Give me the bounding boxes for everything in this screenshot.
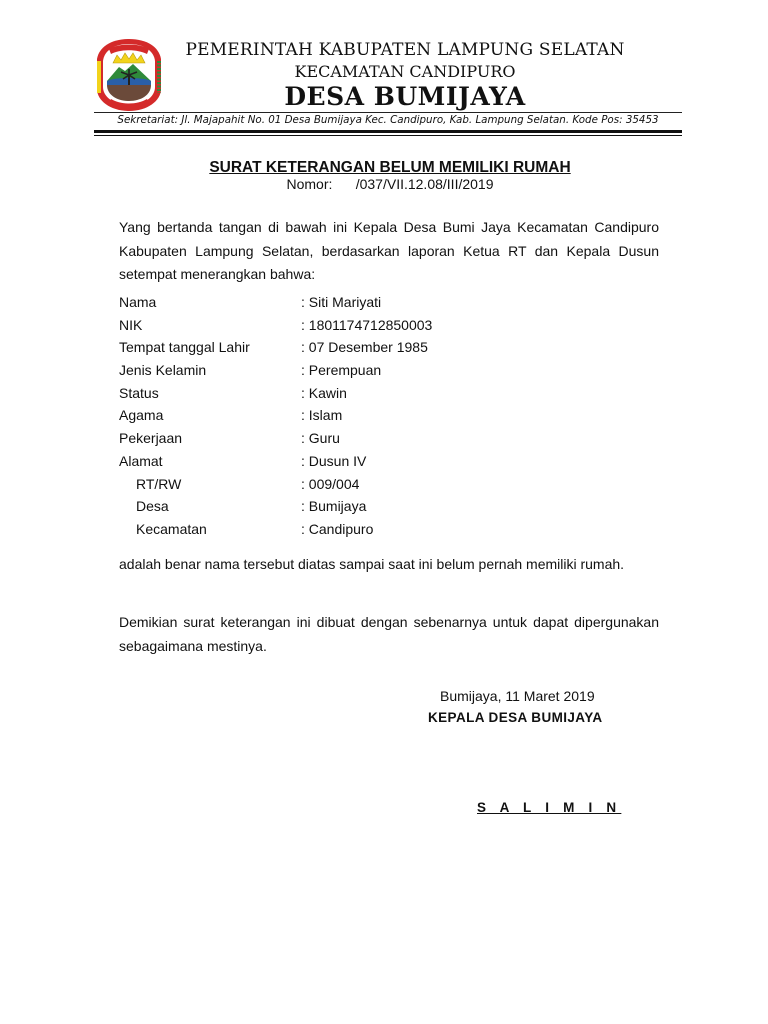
field-value: : Candipuro bbox=[301, 520, 374, 537]
statement-paragraph: adalah benar nama tersebut diatas sampai saat ini belum pernah memiliki rumah. bbox=[119, 556, 625, 572]
field-value: : Dusun IV bbox=[301, 452, 367, 469]
field-label: Alamat bbox=[119, 452, 163, 469]
closing-paragraph: Demikian surat keterangan ini dibuat dengan sebenarnya untuk dapat dipergunakan sebagaimana mestinya. bbox=[119, 614, 659, 654]
field-row-occupation bbox=[119, 427, 519, 450]
signature-place-date: Bumijaya, 11 Maret 2019 bbox=[440, 688, 595, 704]
document-number: Nomor: /037/VII.12.08/III/2019 bbox=[286, 176, 494, 192]
field-label: RT/RW bbox=[136, 475, 182, 492]
field-row-nik bbox=[119, 314, 519, 337]
field-label: Tempat tanggal Lahir bbox=[119, 339, 250, 356]
field-row-village bbox=[119, 495, 519, 518]
field-row-birth bbox=[119, 336, 519, 359]
field-value: : Perempuan bbox=[301, 362, 382, 379]
field-label: Pekerjaan bbox=[119, 430, 183, 447]
letterhead-address: Sekretariat: Jl. Majapahit No. 01 Desa Bumijaya Kec. Candipuro, Kab. Lampung Selatan. Kode Pos: 35453 bbox=[117, 114, 659, 126]
letterhead-village: DESA BUMIJAYA bbox=[284, 82, 526, 111]
field-label: Nama bbox=[119, 294, 157, 310]
field-value: : Guru bbox=[301, 430, 340, 447]
letterhead-government: PEMERINTAH KABUPATEN LAMPUNG SELATAN bbox=[185, 40, 625, 60]
document-title: SURAT KETERANGAN BELUM MEMILIKI RUMAH bbox=[209, 159, 571, 176]
signature-position: KEPALA DESA BUMIJAYA bbox=[428, 710, 603, 725]
letterhead-district: KECAMATAN CANDIPURO bbox=[294, 62, 516, 81]
field-label: NIK bbox=[119, 316, 143, 333]
field-row-nama bbox=[119, 291, 519, 314]
identity-fields bbox=[119, 291, 519, 541]
field-row-religion bbox=[119, 404, 519, 427]
regency-emblem-icon bbox=[93, 37, 165, 113]
intro-paragraph: Yang bertanda tangan di bawah ini Kepala Desa Bumi Jaya Kecamatan Candipuro Kabupaten Lampung Selatan, berdasarkan laporan Ketua RT dan Kepala Dusun setempat menerangkan bahwa: bbox=[119, 219, 659, 282]
field-row-gender bbox=[119, 359, 519, 382]
field-row-status bbox=[119, 382, 519, 405]
field-value: : Bumijaya bbox=[301, 498, 367, 515]
field-value: : Kawin bbox=[301, 384, 347, 401]
field-value: : 07 Desember 1985 bbox=[301, 339, 428, 356]
field-label: Jenis Kelamin bbox=[119, 362, 207, 379]
field-row-rtrw bbox=[119, 473, 519, 496]
field-label: Agama bbox=[119, 407, 164, 424]
letterhead-thick-rule bbox=[94, 130, 682, 133]
field-value: : 1801174712850003 bbox=[301, 316, 433, 333]
field-value: : 009/004 bbox=[301, 475, 360, 492]
field-label: Status bbox=[119, 384, 159, 401]
field-row-district bbox=[119, 518, 519, 541]
signatory-name: S A L I M I N bbox=[477, 800, 622, 815]
letterhead-thin-rule bbox=[94, 135, 682, 136]
field-label: Desa bbox=[136, 498, 169, 515]
field-value: : Siti Mariyati bbox=[301, 294, 382, 310]
field-row-address bbox=[119, 450, 519, 473]
field-value: : Islam bbox=[301, 407, 343, 424]
field-label: Kecamatan bbox=[136, 520, 207, 537]
